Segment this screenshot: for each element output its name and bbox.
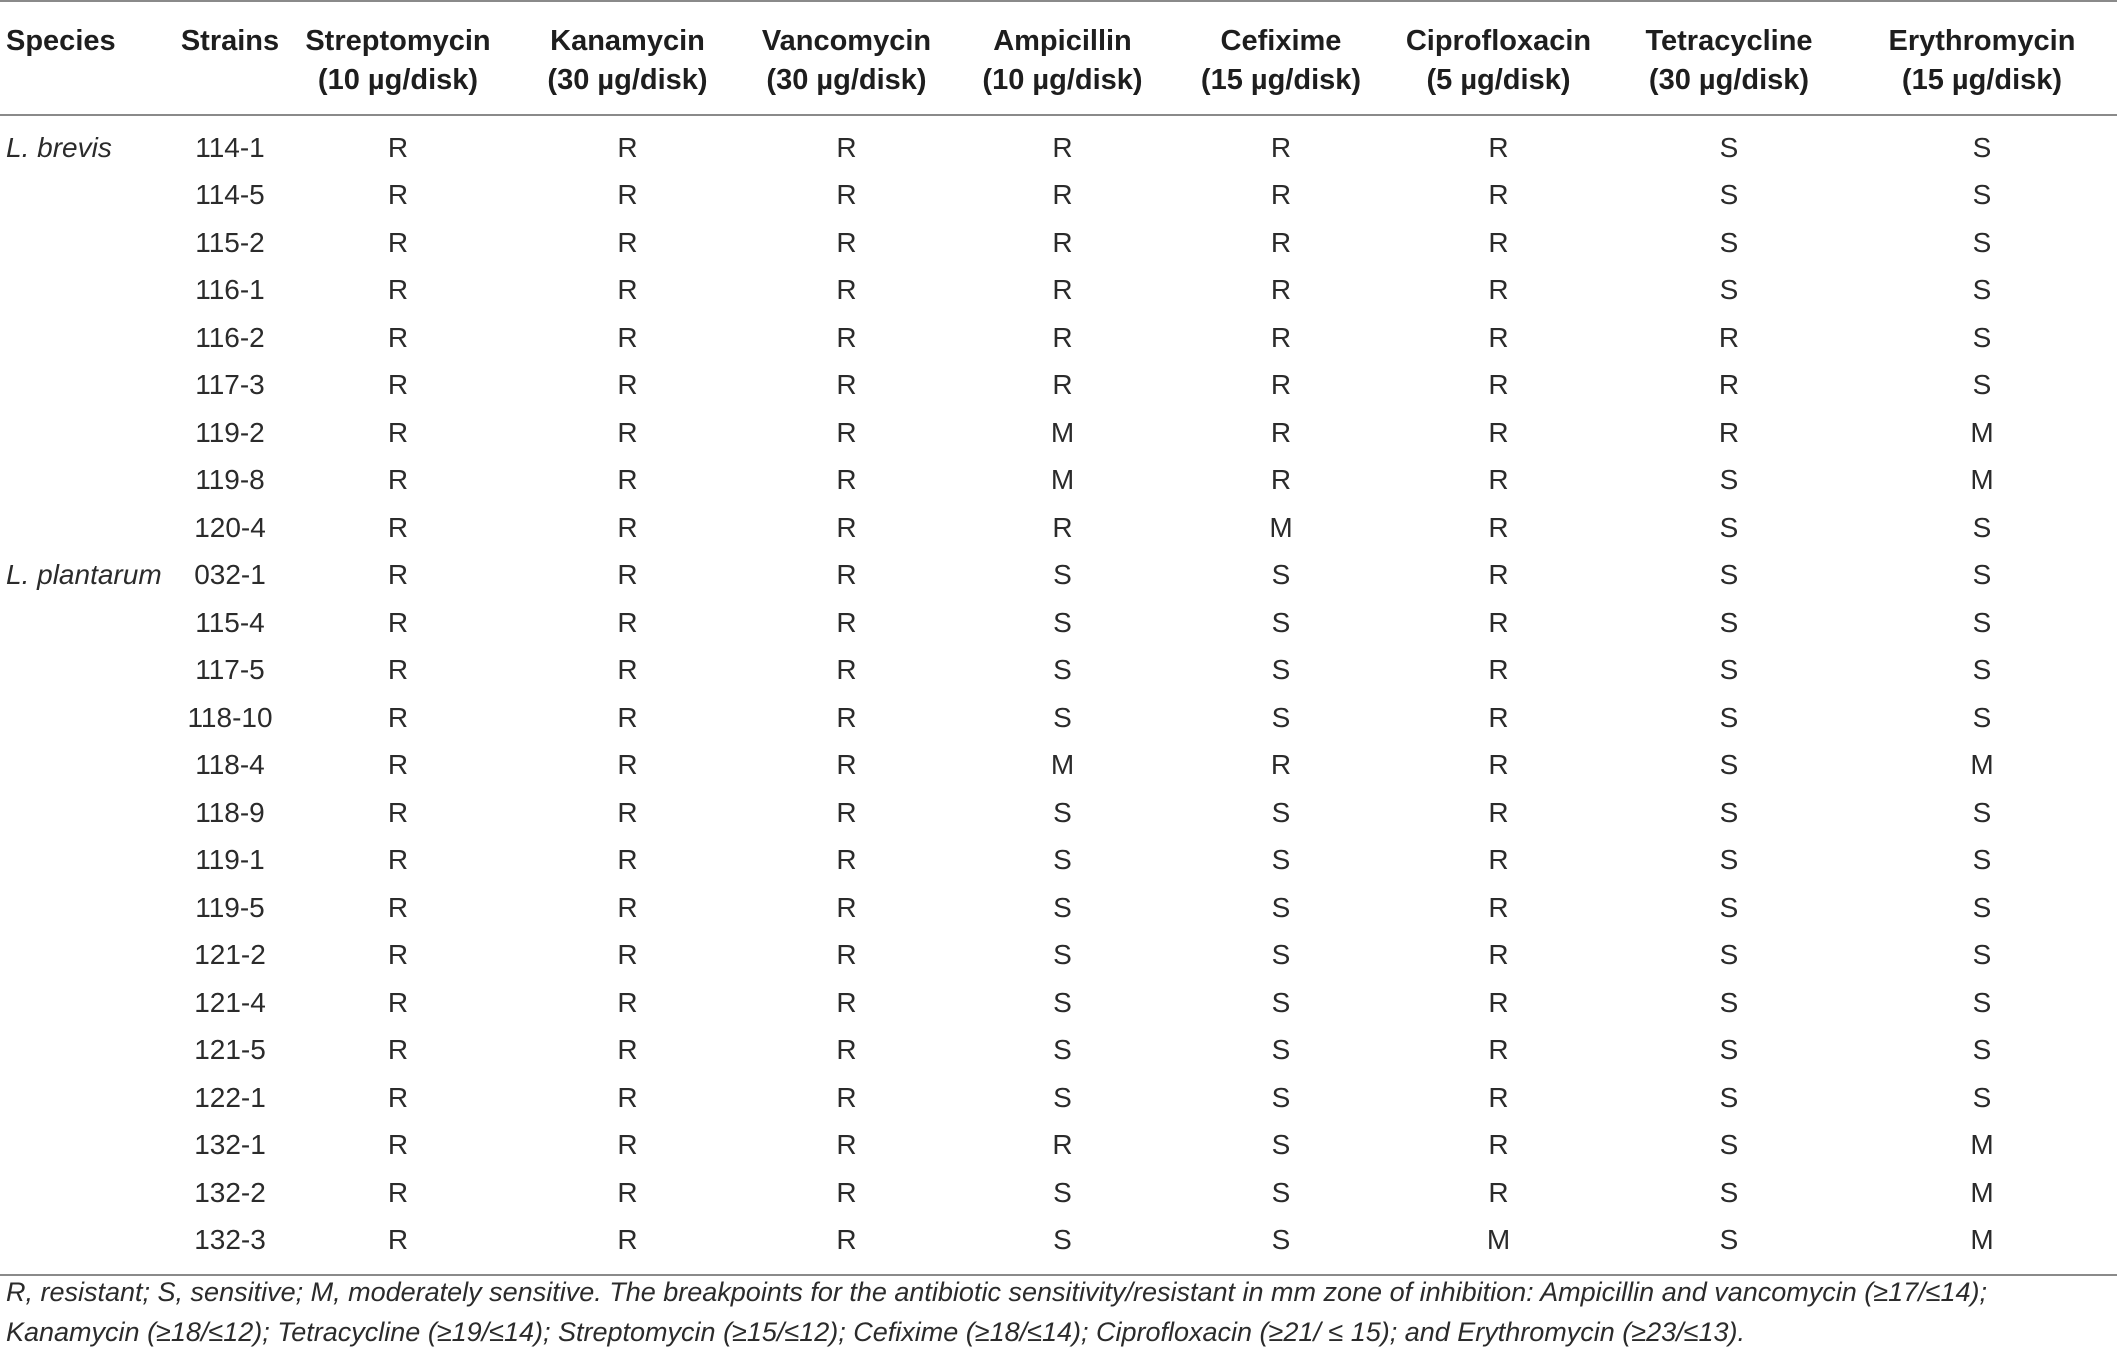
column-header xyxy=(1386,1,1611,115)
susceptibility-cell: S xyxy=(1053,844,1072,876)
susceptibility-cell: R xyxy=(836,131,857,163)
susceptibility-cell: R xyxy=(1270,416,1292,448)
strain-cell: 132-3 xyxy=(175,1217,285,1276)
susceptibility-cell: S xyxy=(1972,226,1992,258)
susceptibility-cell: R xyxy=(387,274,409,306)
susceptibility-cell: S xyxy=(1271,701,1291,733)
species-cell xyxy=(0,504,175,552)
susceptibility-cell: R xyxy=(836,844,857,876)
column-header-dose: (10 µg/disk) xyxy=(317,64,479,96)
column-header-dose: (30 µg/disk) xyxy=(547,64,708,96)
strain-cell: 118-4 xyxy=(195,749,265,781)
species-cell xyxy=(0,1122,175,1170)
column-header-dose: (5 µg/disk) xyxy=(1426,64,1571,96)
table-row xyxy=(0,362,2117,410)
susceptibility-cell: S xyxy=(1271,606,1291,638)
table-footnote xyxy=(6,1272,2106,1352)
susceptibility-cell: R xyxy=(387,369,409,401)
susceptibility-cell: R xyxy=(1052,1129,1073,1161)
table-header xyxy=(0,1,2117,115)
strain-cell: 121-5 xyxy=(194,1034,266,1066)
susceptibility-cell: S xyxy=(1719,654,1739,686)
strain-cell: 114-5 xyxy=(195,179,265,211)
susceptibility-cell: R xyxy=(1488,464,1509,496)
susceptibility-cell: R xyxy=(836,321,857,353)
column-header-name: Erythromycin xyxy=(1888,25,2076,57)
susceptibility-cell: R xyxy=(617,1176,638,1208)
susceptibility-cell: S xyxy=(1271,939,1291,971)
strain-cell: 132-1 xyxy=(194,1129,266,1161)
table-row xyxy=(0,1074,2117,1122)
column-header xyxy=(285,1,511,115)
column-header-name: Strains xyxy=(180,25,280,57)
susceptibility-cell: S xyxy=(1053,891,1072,923)
susceptibility-cell: S xyxy=(1271,559,1291,591)
susceptibility-cell: R xyxy=(836,1176,857,1208)
table-row xyxy=(0,599,2117,647)
column-header xyxy=(1176,1,1386,115)
susceptibility-cell: R xyxy=(836,939,857,971)
susceptibility-cell: R xyxy=(387,986,409,1018)
susceptibility-cell: R xyxy=(1488,701,1509,733)
table-row xyxy=(0,314,2117,362)
susceptibility-cell: M xyxy=(1050,749,1075,781)
susceptibility-cell: R xyxy=(617,606,638,638)
susceptibility-cell: S xyxy=(1719,464,1739,496)
strain-cell: 121-2 xyxy=(194,939,266,971)
species-cell xyxy=(0,1217,175,1276)
susceptibility-cell: R xyxy=(617,891,638,923)
susceptibility-cell: R xyxy=(836,986,857,1018)
susceptibility-cell: R xyxy=(836,1034,857,1066)
table-row xyxy=(0,789,2117,837)
susceptibility-cell: R xyxy=(285,1217,511,1276)
table-row xyxy=(0,115,2117,172)
susceptibility-cell: S xyxy=(1719,606,1739,638)
table-body xyxy=(0,115,2117,1275)
susceptibility-cell: S xyxy=(1053,559,1072,591)
susceptibility-cell: R xyxy=(387,1034,409,1066)
susceptibility-cell: S xyxy=(1719,1129,1739,1161)
table-row xyxy=(0,742,2117,790)
table-row xyxy=(0,694,2117,742)
susceptibility-cell: S xyxy=(1972,321,1992,353)
susceptibility-cell: R xyxy=(1052,226,1073,258)
species-cell xyxy=(0,932,175,980)
susceptibility-cell: S xyxy=(1719,749,1739,781)
susceptibility-cell: R xyxy=(836,369,857,401)
susceptibility-cell: R xyxy=(1052,131,1073,163)
susceptibility-cell: S xyxy=(1719,891,1739,923)
susceptibility-cell: S xyxy=(1972,939,1992,971)
susceptibility-cell: R xyxy=(387,464,409,496)
susceptibility-cell: R xyxy=(1488,1176,1509,1208)
susceptibility-cell: R xyxy=(836,464,857,496)
strain-cell: 116-1 xyxy=(195,274,265,306)
susceptibility-cell: S xyxy=(1972,1034,1992,1066)
susceptibility-cell: M xyxy=(1050,416,1075,448)
susceptibility-cell: S xyxy=(1053,796,1072,828)
strain-cell: 120-4 xyxy=(194,511,266,543)
susceptibility-cell: R xyxy=(387,606,409,638)
table-row xyxy=(0,457,2117,505)
susceptibility-cell: R xyxy=(1488,749,1509,781)
susceptibility-cell: S xyxy=(1719,1176,1739,1208)
susceptibility-cell: S xyxy=(1611,1217,1847,1276)
susceptibility-cell: R xyxy=(1270,179,1292,211)
susceptibility-cell: S xyxy=(1271,654,1291,686)
strain-cell: 119-8 xyxy=(195,464,265,496)
susceptibility-cell: S xyxy=(1053,1034,1072,1066)
strain-cell: 119-5 xyxy=(195,891,265,923)
susceptibility-cell: R xyxy=(617,416,638,448)
susceptibility-cell: R xyxy=(617,131,638,163)
susceptibility-cell: M xyxy=(1847,1217,2117,1276)
susceptibility-cell: R xyxy=(744,1217,949,1276)
susceptibility-cell: R xyxy=(387,939,409,971)
susceptibility-cell: R xyxy=(1270,749,1292,781)
susceptibility-cell: R xyxy=(1488,1081,1509,1113)
susceptibility-cell: S xyxy=(1053,986,1072,1018)
strain-cell: 118-10 xyxy=(187,701,273,733)
susceptibility-cell: R xyxy=(1270,131,1292,163)
column-header-name: Kanamycin xyxy=(550,25,705,57)
susceptibility-cell: R xyxy=(617,1129,638,1161)
susceptibility-cell: M xyxy=(1970,1176,1994,1208)
susceptibility-cell: S xyxy=(1053,654,1072,686)
strain-cell: 117-3 xyxy=(195,369,265,401)
susceptibility-cell: S xyxy=(1271,1081,1291,1113)
susceptibility-cell: R xyxy=(617,1081,638,1113)
strain-cell: 117-5 xyxy=(195,654,265,686)
susceptibility-cell: R xyxy=(387,654,409,686)
susceptibility-cell: R xyxy=(1488,891,1509,923)
footnote-line-2: Kanamycin (≥18/≤12); Tetracycline (≥19/≤14); Streptomycin (≥15/≤12); Cefixime (≥18/≤14); Ciprofloxacin (≥21/ ≤ 15); and Erythromycin (≥23/≤13). xyxy=(6,1317,1745,1347)
table-row xyxy=(0,552,2117,600)
species-cell: L. plantarum xyxy=(6,559,162,591)
column-header-name: Species xyxy=(6,25,116,57)
susceptibility-cell: R xyxy=(387,1081,409,1113)
table-row xyxy=(0,219,2117,267)
susceptibility-cell: R xyxy=(1052,274,1073,306)
table-row xyxy=(0,267,2117,315)
table-row xyxy=(0,1027,2117,1075)
susceptibility-cell: R xyxy=(617,654,638,686)
susceptibility-cell: S xyxy=(1719,796,1739,828)
species-cell xyxy=(0,1027,175,1075)
susceptibility-cell: R xyxy=(1052,321,1073,353)
susceptibility-cell: R xyxy=(1488,416,1509,448)
susceptibility-cell: R xyxy=(617,796,638,828)
susceptibility-cell: R xyxy=(387,1129,409,1161)
table-row xyxy=(0,504,2117,552)
species-cell xyxy=(0,742,175,790)
table-row xyxy=(0,647,2117,695)
susceptibility-cell: R xyxy=(1488,796,1509,828)
susceptibility-cell: S xyxy=(1972,701,1992,733)
table-row xyxy=(0,1122,2117,1170)
susceptibility-cell: R xyxy=(1052,179,1073,211)
susceptibility-cell: R xyxy=(1488,131,1509,163)
susceptibility-cell: R xyxy=(387,131,409,163)
susceptibility-cell: R xyxy=(617,986,638,1018)
susceptibility-cell: R xyxy=(836,606,857,638)
susceptibility-cell: R xyxy=(1270,226,1292,258)
column-header xyxy=(1611,1,1847,115)
table-row xyxy=(0,884,2117,932)
susceptibility-cell: R xyxy=(617,179,638,211)
susceptibility-cell: R xyxy=(1488,369,1509,401)
susceptibility-cell: R xyxy=(1488,939,1509,971)
susceptibility-cell: R xyxy=(617,369,638,401)
susceptibility-cell: R xyxy=(1270,464,1292,496)
susceptibility-cell: S xyxy=(1719,701,1739,733)
species-cell xyxy=(0,457,175,505)
susceptibility-cell: R xyxy=(836,179,857,211)
susceptibility-cell: S xyxy=(1271,986,1291,1018)
strain-cell: 118-9 xyxy=(195,796,265,828)
susceptibility-cell: R xyxy=(836,559,857,591)
column-header-name: Ampicillin xyxy=(993,25,1132,57)
susceptibility-cell: M xyxy=(1970,749,1994,781)
susceptibility-cell: R xyxy=(836,654,857,686)
column-header-name: Ciprofloxacin xyxy=(1405,25,1592,57)
susceptibility-cell: R xyxy=(1488,1034,1509,1066)
susceptibility-cell: R xyxy=(617,939,638,971)
species-cell xyxy=(0,1169,175,1217)
susceptibility-cell: R xyxy=(387,321,409,353)
susceptibility-cell: R xyxy=(1270,369,1292,401)
table-row xyxy=(0,409,2117,457)
susceptibility-cell: S xyxy=(1271,1129,1291,1161)
susceptibility-cell: S xyxy=(1972,606,1992,638)
species-cell xyxy=(0,172,175,220)
susceptibility-cell: S xyxy=(1719,844,1739,876)
column-header xyxy=(511,1,744,115)
strain-cell: 121-4 xyxy=(194,986,266,1018)
susceptibility-cell: M xyxy=(1970,416,1994,448)
susceptibility-cell: S xyxy=(1719,274,1739,306)
susceptibility-cell: S xyxy=(1972,274,1992,306)
susceptibility-cell: S xyxy=(1972,844,1992,876)
susceptibility-cell: R xyxy=(836,511,857,543)
susceptibility-cell: R xyxy=(617,701,638,733)
susceptibility-cell: R xyxy=(387,511,409,543)
susceptibility-cell: R xyxy=(617,464,638,496)
susceptibility-cell: R xyxy=(387,701,409,733)
species-cell xyxy=(0,409,175,457)
susceptibility-cell: R xyxy=(617,274,638,306)
column-header xyxy=(744,1,949,115)
column-header xyxy=(1847,1,2117,115)
column-header-dose: (10 µg/disk) xyxy=(982,64,1143,96)
susceptibility-cell: R xyxy=(836,226,857,258)
susceptibility-cell: R xyxy=(387,226,409,258)
susceptibility-cell: R xyxy=(1488,559,1509,591)
susceptibility-cell: S xyxy=(1271,891,1291,923)
susceptibility-cell: S xyxy=(1972,1081,1992,1113)
susceptibility-cell: R xyxy=(1488,321,1509,353)
susceptibility-cell: R xyxy=(836,891,857,923)
susceptibility-cell: S xyxy=(1719,1081,1739,1113)
strain-cell: 119-1 xyxy=(195,844,265,876)
susceptibility-cell: S xyxy=(1972,179,1992,211)
species-cell xyxy=(0,267,175,315)
table-row xyxy=(0,172,2117,220)
species-cell xyxy=(0,647,175,695)
susceptibility-cell: S xyxy=(1176,1217,1386,1276)
table-row xyxy=(0,932,2117,980)
susceptibility-cell: S xyxy=(1719,179,1739,211)
column-header-name: Streptomycin xyxy=(305,25,491,57)
susceptibility-cell: S xyxy=(1719,511,1739,543)
susceptibility-cell: R xyxy=(836,1081,857,1113)
susceptibility-cell: R xyxy=(387,796,409,828)
susceptibility-cell: R xyxy=(617,844,638,876)
susceptibility-cell: R xyxy=(1488,179,1509,211)
susceptibility-cell: S xyxy=(1972,559,1992,591)
susceptibility-cell: R xyxy=(387,559,409,591)
footnote-line-1: R, resistant; S, sensitive; M, moderately sensitive. The breakpoints for the antibiotic sensitivity/resistant in mm zone of inhibition: Ampicillin and vancomycin (≥17/≤14); xyxy=(6,1277,1987,1307)
susceptibility-cell: S xyxy=(1053,1176,1072,1208)
species-cell xyxy=(0,789,175,837)
susceptibility-cell: R xyxy=(1488,654,1509,686)
susceptibility-cell: R xyxy=(387,844,409,876)
column-header-dose: (15 µg/disk) xyxy=(1200,64,1362,96)
susceptibility-cell: S xyxy=(1053,606,1072,638)
susceptibility-cell: R xyxy=(1488,606,1509,638)
column-header xyxy=(0,1,175,115)
susceptibility-cell: R xyxy=(1718,416,1740,448)
susceptibility-cell: R xyxy=(511,1217,744,1276)
susceptibility-cell: R xyxy=(617,559,638,591)
susceptibility-cell: R xyxy=(387,749,409,781)
column-header xyxy=(175,1,285,115)
susceptibility-cell: S xyxy=(1719,939,1739,971)
table-row xyxy=(0,837,2117,885)
susceptibility-cell: S xyxy=(1719,559,1739,591)
susceptibility-cell: M xyxy=(1386,1217,1611,1276)
susceptibility-cell: R xyxy=(836,416,857,448)
susceptibility-cell: R xyxy=(1488,986,1509,1018)
susceptibility-cell: R xyxy=(1488,274,1509,306)
column-header-dose: (30 µg/disk) xyxy=(766,64,927,96)
column-header-name: Vancomycin xyxy=(761,25,932,57)
susceptibility-cell: R xyxy=(1718,369,1740,401)
susceptibility-cell: S xyxy=(1719,1034,1739,1066)
species-cell xyxy=(0,219,175,267)
susceptibility-cell: S xyxy=(1719,986,1739,1018)
column-header-dose: (15 µg/disk) xyxy=(1901,64,2063,96)
strain-cell: 122-1 xyxy=(194,1081,266,1113)
column-header xyxy=(949,1,1176,115)
susceptibility-cell: R xyxy=(1488,1129,1509,1161)
susceptibility-cell: R xyxy=(387,891,409,923)
species-cell xyxy=(0,362,175,410)
strain-cell: 114-1 xyxy=(195,131,265,163)
susceptibility-cell: R xyxy=(836,1129,857,1161)
susceptibility-cell: R xyxy=(387,1176,409,1208)
susceptibility-cell: M xyxy=(1269,511,1293,543)
species-cell xyxy=(0,1074,175,1122)
strain-cell: 132-2 xyxy=(194,1176,266,1208)
susceptibility-cell: R xyxy=(836,749,857,781)
table-row xyxy=(0,979,2117,1027)
susceptibility-cell: S xyxy=(1053,701,1072,733)
column-header-dose: (30 µg/disk) xyxy=(1648,64,1810,96)
species-cell xyxy=(0,979,175,1027)
susceptibility-cell: R xyxy=(1052,369,1073,401)
susceptibility-cell: R xyxy=(617,321,638,353)
susceptibility-cell: S xyxy=(1972,891,1992,923)
susceptibility-cell: S xyxy=(1972,796,1992,828)
susceptibility-cell: M xyxy=(1050,464,1075,496)
susceptibility-cell: S xyxy=(1972,654,1992,686)
susceptibility-cell: R xyxy=(617,511,638,543)
susceptibility-cell: R xyxy=(1488,844,1509,876)
species-cell: L. brevis xyxy=(6,131,112,163)
susceptibility-cell: S xyxy=(1972,369,1992,401)
susceptibility-cell: S xyxy=(1053,1081,1072,1113)
susceptibility-cell: R xyxy=(1052,511,1073,543)
susceptibility-cell: R xyxy=(836,274,857,306)
susceptibility-cell: R xyxy=(387,416,409,448)
susceptibility-cell: S xyxy=(1271,1176,1291,1208)
strain-cell: 116-2 xyxy=(195,321,265,353)
species-cell xyxy=(0,694,175,742)
susceptibility-cell: R xyxy=(617,226,638,258)
susceptibility-cell: R xyxy=(1270,321,1292,353)
table-row xyxy=(0,1217,2117,1276)
susceptibility-cell: S xyxy=(1972,511,1992,543)
species-cell xyxy=(0,314,175,362)
species-cell xyxy=(0,884,175,932)
column-header-name: Cefixime xyxy=(1220,25,1342,57)
susceptibility-cell: S xyxy=(1972,986,1992,1018)
susceptibility-cell: R xyxy=(1270,274,1292,306)
susceptibility-cell: S xyxy=(1053,939,1072,971)
susceptibility-cell: S xyxy=(1271,844,1291,876)
susceptibility-cell: S xyxy=(1972,131,1992,163)
column-header-name: Tetracycline xyxy=(1645,25,1813,57)
susceptibility-cell: R xyxy=(836,701,857,733)
table-row xyxy=(0,1169,2117,1217)
susceptibility-cell: S xyxy=(1271,1034,1291,1066)
susceptibility-cell: S xyxy=(1271,796,1291,828)
susceptibility-cell: R xyxy=(1488,226,1509,258)
susceptibility-cell: R xyxy=(1488,511,1509,543)
susceptibility-cell: R xyxy=(836,796,857,828)
strain-cell: 115-4 xyxy=(195,606,265,638)
species-cell xyxy=(0,599,175,647)
strain-cell: 032-1 xyxy=(194,559,266,591)
susceptibility-cell: S xyxy=(1719,131,1739,163)
header-row xyxy=(0,1,2117,115)
susceptibility-cell: R xyxy=(617,749,638,781)
susceptibility-cell: M xyxy=(1970,1129,1994,1161)
species-cell xyxy=(0,837,175,885)
strain-cell: 115-2 xyxy=(195,226,265,258)
susceptibility-cell: M xyxy=(1970,464,1994,496)
susceptibility-cell: R xyxy=(1718,321,1740,353)
susceptibility-cell: S xyxy=(949,1217,1176,1276)
susceptibility-cell: R xyxy=(387,179,409,211)
susceptibility-cell: S xyxy=(1719,226,1739,258)
susceptibility-cell: R xyxy=(617,1034,638,1066)
strain-cell: 119-2 xyxy=(195,416,265,448)
